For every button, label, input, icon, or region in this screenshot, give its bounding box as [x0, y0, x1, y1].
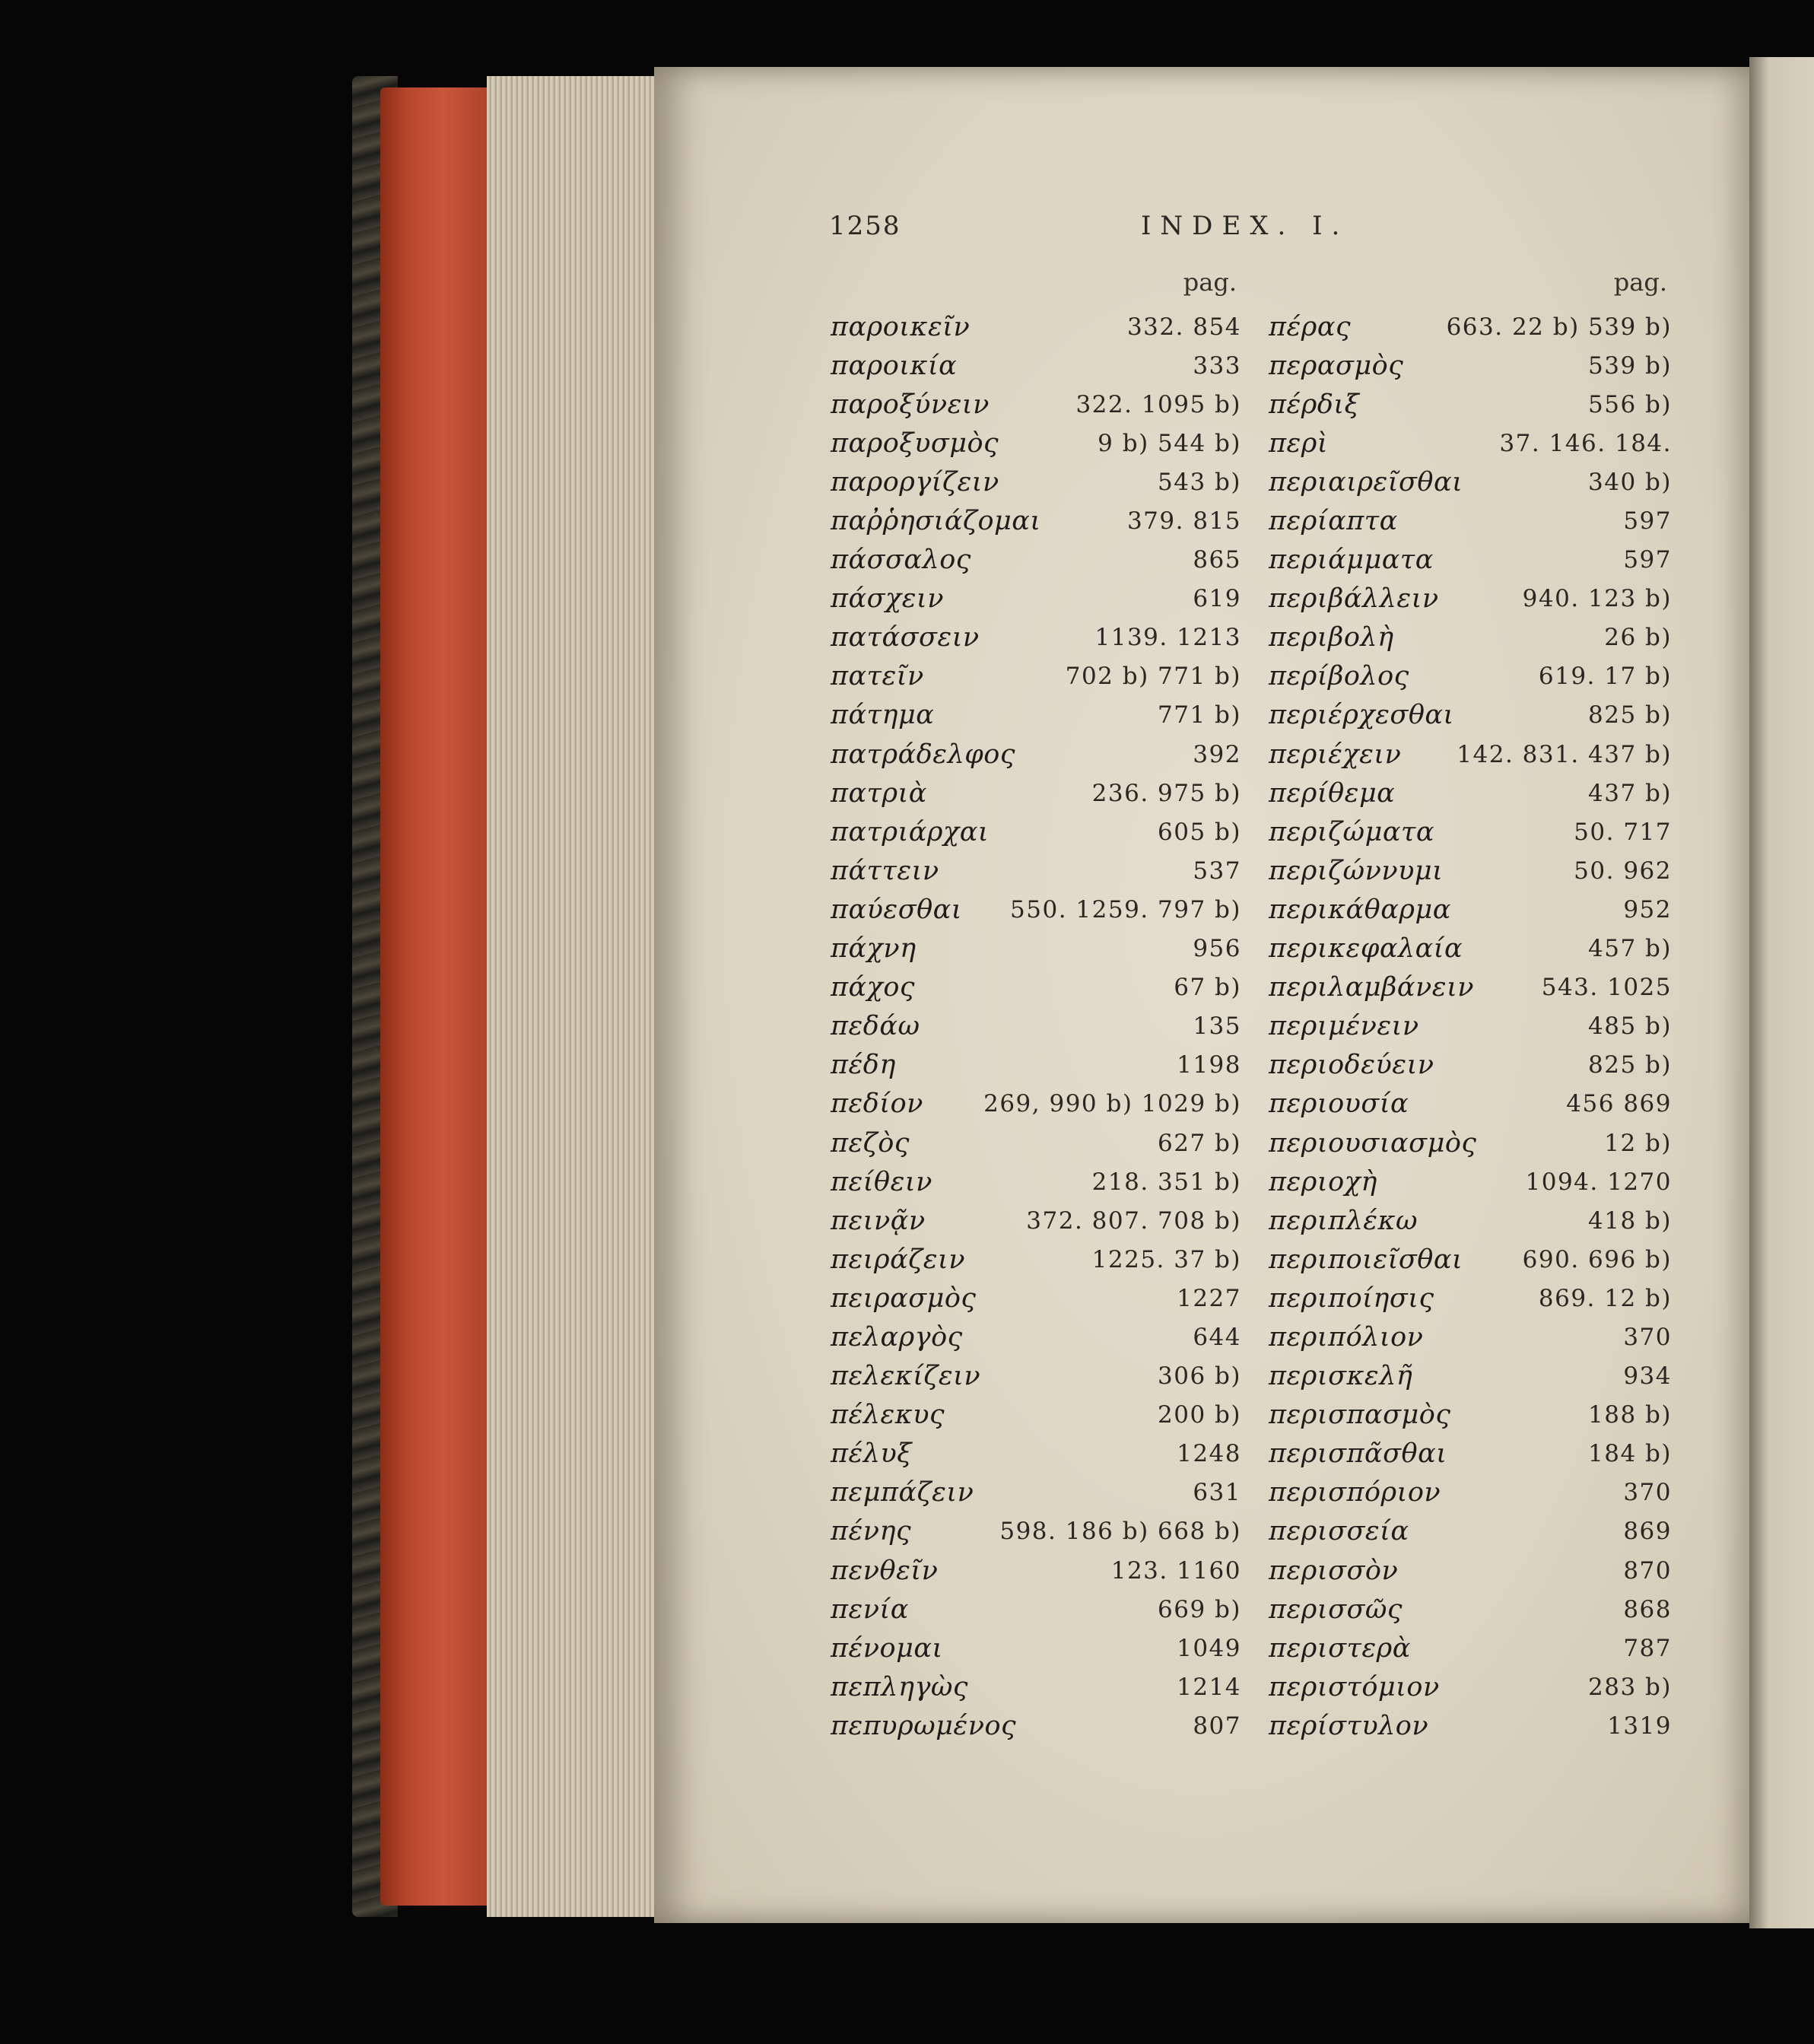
page-reference: 200 b) [1158, 1401, 1241, 1429]
index-term: περὶ [1269, 428, 1329, 459]
index-term: παροικία [831, 350, 958, 381]
page-reference: 669 b) [1158, 1595, 1241, 1623]
index-entry [831, 1085, 1241, 1124]
page-reference: 865 [1193, 546, 1241, 574]
page-reference: 457 b) [1588, 935, 1672, 963]
page-reference: 379. 815 [1126, 507, 1241, 536]
page-reference: 631 [1193, 1479, 1241, 1507]
facing-page-edge [1749, 57, 1814, 1928]
page-header [829, 211, 1377, 249]
index-entry [831, 1162, 1241, 1201]
index-entry [831, 1706, 1241, 1745]
page-reference: 188 b) [1588, 1401, 1672, 1429]
index-term: πείθειν [831, 1166, 932, 1197]
index-term: περιμένειν [1269, 1011, 1419, 1042]
index-term: πενία [831, 1594, 909, 1625]
index-term: πεμπάζειν [831, 1477, 974, 1508]
page-reference: 370 [1623, 1323, 1672, 1351]
index-term: παύεσθαι [831, 894, 963, 925]
index-column-left [831, 268, 1241, 1745]
page-reference: 934 [1623, 1362, 1672, 1391]
index-term: πεπυρωμένος [831, 1710, 1017, 1741]
index-term: πέλεκυς [831, 1400, 945, 1431]
index-term: πατεῖν [831, 661, 924, 692]
index-term: περιποιεῖσθαι [1269, 1244, 1463, 1275]
index-term: πάχος [831, 972, 916, 1003]
page-reference: 619 [1193, 585, 1241, 613]
index-term: περίστυλον [1269, 1710, 1429, 1741]
index-term: πατριάρχαι [831, 816, 990, 847]
index-entry [831, 1007, 1241, 1046]
index-entry [1269, 346, 1672, 385]
page-reference: 1214 [1177, 1673, 1241, 1701]
page-reference: 787 [1623, 1634, 1672, 1662]
index-entry [1269, 1435, 1672, 1473]
index-term: πεζὸς [831, 1127, 910, 1159]
page-reference: 825 b) [1588, 701, 1672, 730]
page-reference: 598. 186 b) 668 b) [999, 1518, 1241, 1546]
index-term: περισσεία [1269, 1516, 1409, 1547]
index-entry [1269, 657, 1672, 696]
red-page-edge [380, 87, 494, 1906]
index-term: περασμὸς [1269, 350, 1404, 381]
index-term: περιέρχεσθαι [1269, 700, 1454, 731]
index-entry [831, 1046, 1241, 1085]
page-reference: 940. 123 b) [1522, 585, 1672, 613]
page-reference: 952 [1623, 895, 1672, 923]
index-term: παῤῥησιάζομαι [831, 506, 1041, 537]
page-reference: 236. 975 b) [1091, 779, 1241, 807]
index-entry [831, 657, 1241, 696]
index-term: περιβολὴ [1269, 622, 1394, 653]
index-entry [1269, 1007, 1672, 1046]
index-term: πατάσσειν [831, 622, 980, 653]
page-reference: 556 b) [1588, 390, 1672, 418]
page-reference: 306 b) [1158, 1362, 1241, 1391]
index-term: πάχνη [831, 933, 917, 965]
index-entry [831, 1124, 1241, 1162]
index-term: περίαπτα [1269, 506, 1398, 537]
page-reference: 9 b) 544 b) [1098, 429, 1241, 457]
running-title: INDEX. I. [1141, 211, 1349, 241]
index-term: περιάμματα [1269, 545, 1434, 576]
index-entry [1269, 580, 1672, 618]
index-entry [831, 890, 1241, 929]
page-reference: 543 b) [1158, 468, 1241, 496]
page-reference: 1198 [1177, 1051, 1241, 1079]
index-entry [831, 1318, 1241, 1356]
index-entry [1269, 1590, 1672, 1629]
page-reference: 550. 1259. 797 b) [1010, 895, 1241, 923]
index-term: περίβολος [1269, 661, 1409, 692]
index-entry [831, 851, 1241, 890]
index-entry [1269, 1512, 1672, 1551]
index-entry [1269, 968, 1672, 1007]
page-reference: 142. 831. 437 b) [1457, 740, 1672, 768]
index-term: πάτημα [831, 700, 935, 731]
index-term: περίθεμα [1269, 777, 1396, 809]
index-entry [831, 1473, 1241, 1512]
index-term: περιουσία [1269, 1089, 1409, 1120]
index-column-right [1269, 268, 1672, 1745]
index-term: πελαργὸς [831, 1321, 963, 1353]
page-reference: 663. 22 b) 539 b) [1446, 313, 1672, 341]
index-entry [831, 774, 1241, 812]
page-stack-edge [487, 76, 658, 1917]
page-reference: 12 b) [1604, 1129, 1672, 1157]
index-entry [1269, 1551, 1672, 1590]
page-reference: 456 869 [1566, 1090, 1672, 1118]
index-entry [1269, 1124, 1672, 1162]
index-entry [831, 930, 1241, 968]
index-entry [1269, 1629, 1672, 1667]
index-entry [1269, 541, 1672, 580]
index-entry [831, 346, 1241, 385]
page-reference: 322. 1095 b) [1075, 390, 1241, 418]
index-entry [1269, 463, 1672, 501]
index-term: περιστόμιον [1269, 1671, 1440, 1702]
page-reference: 67 b) [1174, 974, 1241, 1002]
page-reference: 26 b) [1604, 624, 1672, 652]
page-reference: 690. 696 b) [1522, 1245, 1672, 1273]
page-reference: 1227 [1177, 1284, 1241, 1312]
index-term: πάττειν [831, 855, 939, 886]
index-entry [831, 424, 1241, 463]
index-entry [1269, 735, 1672, 774]
page-reference: 50. 962 [1574, 857, 1672, 885]
index-entry [1269, 1396, 1672, 1435]
page-reference: 1225. 37 b) [1091, 1245, 1241, 1273]
index-entry [831, 735, 1241, 774]
index-entry [1269, 501, 1672, 540]
page-reference: 956 [1193, 935, 1241, 963]
page-reference: 340 b) [1588, 468, 1672, 496]
page-reference: 184 b) [1588, 1440, 1672, 1468]
index-term: πατράδελφος [831, 739, 1015, 770]
index-entry [1269, 1085, 1672, 1124]
index-term: παροξύνειν [831, 389, 990, 420]
index-term: πατριὰ [831, 777, 927, 809]
page-reference: 392 [1193, 740, 1241, 768]
index-entry [1269, 812, 1672, 851]
index-term: περισσῶς [1269, 1594, 1403, 1625]
index-entry [1269, 1357, 1672, 1396]
index-entry [1269, 930, 1672, 968]
index-entry [1269, 1706, 1672, 1745]
page-reference: 123. 1160 [1110, 1556, 1241, 1585]
page-reference: 627 b) [1158, 1129, 1241, 1157]
page-reference: 537 [1193, 857, 1241, 885]
page-reference: 283 b) [1588, 1673, 1672, 1701]
index-entry [831, 696, 1241, 735]
page-reference: 597 [1623, 507, 1672, 536]
index-term: πεινᾷν [831, 1205, 926, 1236]
page-reference: 619. 17 b) [1538, 663, 1672, 691]
index-term: περισπασμὸς [1269, 1400, 1451, 1431]
index-entry [831, 501, 1241, 540]
index-term: παροικεῖν [831, 311, 971, 342]
index-entry [831, 1396, 1241, 1435]
index-term: πειρασμὸς [831, 1283, 977, 1314]
index-term: περικάθαρμα [1269, 894, 1451, 925]
index-entry [831, 1629, 1241, 1667]
index-term: περιέχειν [1269, 739, 1402, 770]
index-term: περιπλέκω [1269, 1205, 1418, 1236]
pag-label: pag. [1183, 268, 1237, 297]
page-reference: 702 b) 771 b) [1065, 663, 1241, 691]
index-entry [1269, 1318, 1672, 1356]
index-entry [1269, 1667, 1672, 1706]
index-term: πενθεῖν [831, 1555, 939, 1586]
page-reference: 50. 717 [1574, 818, 1672, 846]
index-term: περικεφαλαία [1269, 933, 1463, 965]
index-term: περιαιρεῖσθαι [1269, 466, 1463, 497]
index-term: περιστερὰ [1269, 1632, 1411, 1664]
index-term: περισσὸν [1269, 1555, 1399, 1586]
index-entry [1269, 1046, 1672, 1085]
index-entry [831, 1667, 1241, 1706]
index-term: πεδίον [831, 1089, 923, 1120]
index-term: πέρας [1269, 311, 1352, 342]
index-entry [1269, 774, 1672, 812]
index-entry [831, 1551, 1241, 1590]
index-term: πένομαι [831, 1632, 943, 1664]
index-term: περιβάλλειν [1269, 583, 1439, 615]
index-term: περιζώματα [1269, 816, 1434, 847]
index-term: πάσσαλος [831, 545, 971, 576]
index-term: περισκελῆ [1269, 1361, 1413, 1392]
index-entry [831, 385, 1241, 424]
index-entry [1269, 1279, 1672, 1318]
page-reference: 1139. 1213 [1094, 624, 1241, 652]
index-term: περισπᾶσθαι [1269, 1438, 1447, 1470]
index-entry [1269, 1162, 1672, 1201]
pag-label: pag. [1613, 268, 1667, 297]
page-reference: 1248 [1177, 1440, 1241, 1468]
page-reference: 437 b) [1588, 779, 1672, 807]
index-entry [1269, 1473, 1672, 1512]
page-reference: 644 [1193, 1323, 1241, 1351]
page-reference: 825 b) [1588, 1051, 1672, 1079]
page-reference: 372. 807. 708 b) [1026, 1206, 1241, 1235]
index-entry [1269, 1201, 1672, 1240]
index-term: πάσχειν [831, 583, 945, 615]
page-reference: 485 b) [1588, 1012, 1672, 1041]
index-entry [1269, 424, 1672, 463]
page-reference: 1049 [1177, 1634, 1241, 1662]
index-entry [831, 1512, 1241, 1551]
index-entry [831, 812, 1241, 851]
page-reference: 543. 1025 [1541, 974, 1672, 1002]
page-reference: 418 b) [1588, 1206, 1672, 1235]
page-reference: 269, 990 b) 1029 b) [983, 1090, 1241, 1118]
index-entry [831, 580, 1241, 618]
index-term: παροξυσμὸς [831, 428, 999, 459]
index-term: πέρδιξ [1269, 389, 1360, 420]
index-entry [831, 1240, 1241, 1279]
page-reference: 771 b) [1158, 701, 1241, 730]
page-reference: 869. 12 b) [1538, 1284, 1672, 1312]
page-reference: 1094. 1270 [1525, 1168, 1672, 1196]
index-entry [831, 1435, 1241, 1473]
index-term: πεπληγὼς [831, 1671, 968, 1702]
index-term: πένης [831, 1516, 912, 1547]
index-entry [1269, 618, 1672, 657]
index-term: περιοχὴ [1269, 1166, 1377, 1197]
index-term: παροργίζειν [831, 466, 999, 497]
page-number: 1258 [829, 211, 901, 241]
index-entry [831, 463, 1241, 501]
index-term: πελεκίζειν [831, 1361, 981, 1392]
page-reference: 869 [1623, 1518, 1672, 1546]
index-term: πεδάω [831, 1011, 920, 1042]
index-entry [1269, 696, 1672, 735]
index-entry [831, 1279, 1241, 1318]
index-entry [831, 968, 1241, 1007]
index-entry [831, 1590, 1241, 1629]
index-entry [1269, 385, 1672, 424]
index-entry [1269, 890, 1672, 929]
index-entry [831, 307, 1241, 346]
page-reference: 868 [1623, 1595, 1672, 1623]
page-reference: 597 [1623, 546, 1672, 574]
index-term: περιουσιασμὸς [1269, 1127, 1477, 1159]
index-term: πέλυξ [831, 1438, 913, 1470]
index-entry [831, 618, 1241, 657]
page-reference: 37. 146. 184. [1499, 429, 1672, 457]
index-term: περιποίησις [1269, 1283, 1434, 1314]
index-term: πέδη [831, 1050, 896, 1081]
index-term: περιπόλιον [1269, 1321, 1424, 1353]
page-reference: 807 [1193, 1712, 1241, 1740]
page-reference: 135 [1193, 1012, 1241, 1041]
page-reference: 1319 [1607, 1712, 1672, 1740]
index-term: περιζώννυμι [1269, 855, 1444, 886]
page-reference: 333 [1193, 351, 1241, 380]
index-entry [831, 541, 1241, 580]
index-entry [831, 1201, 1241, 1240]
index-entry [1269, 851, 1672, 890]
page-reference: 370 [1623, 1479, 1672, 1507]
index-entry [831, 1357, 1241, 1396]
index-entry [1269, 1240, 1672, 1279]
page-reference: 870 [1623, 1556, 1672, 1585]
index-term: περιοδεύειν [1269, 1050, 1434, 1081]
index-term: περισπόριον [1269, 1477, 1441, 1508]
page-reference: 539 b) [1588, 351, 1672, 380]
page-reference: 332. 854 [1126, 313, 1241, 341]
index-term: περιλαμβάνειν [1269, 972, 1475, 1003]
page-reference: 605 b) [1158, 818, 1241, 846]
page-reference: 218. 351 b) [1091, 1168, 1241, 1196]
index-term: πειράζειν [831, 1244, 965, 1275]
index-entry [1269, 307, 1672, 346]
